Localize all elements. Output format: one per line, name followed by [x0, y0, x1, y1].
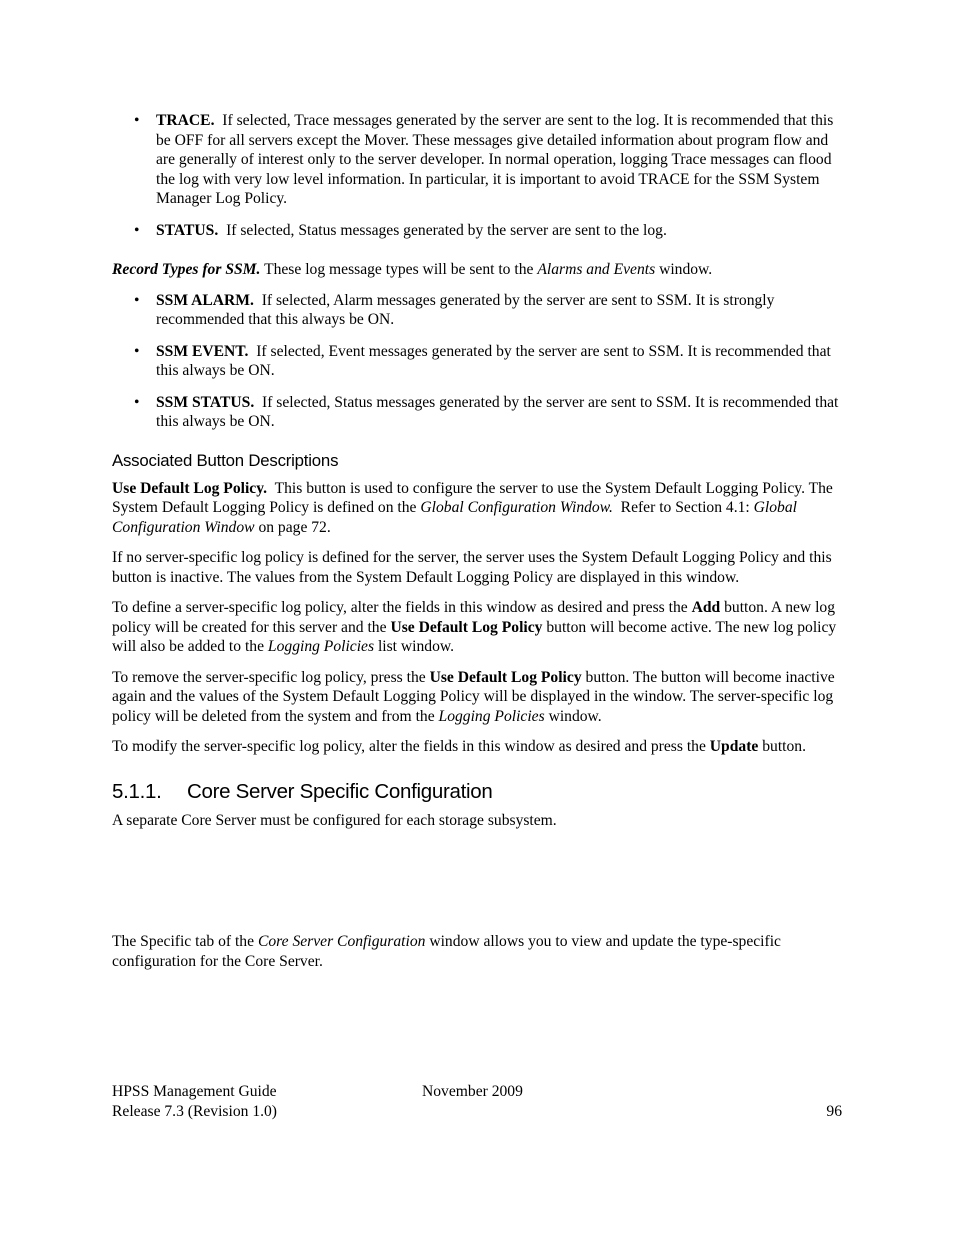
section-title: Core Server Specific Configuration — [187, 779, 493, 803]
description-status: If selected, Status messages generated by the server are sent to the log. — [226, 221, 667, 239]
section-number: 5.1.1. — [112, 779, 162, 803]
blank-space — [112, 841, 844, 932]
term-record-types-ssm: Record Types for SSM. — [112, 261, 261, 278]
term-ssm-event: SSM EVENT. — [156, 342, 249, 360]
ssm-record-types-list — [112, 291, 844, 432]
section-heading — [112, 780, 844, 804]
paragraph-remove-policy: To remove the server-specific log policy, press the Use Default Log Policy button. The button will become inactive again and the values of the System Default Logging Policy will be displayed in the window. The server-specific log policy will be deleted from the system and from the Logging Policies window. — [112, 668, 835, 725]
associated-buttons-heading: Associated Button Descriptions — [112, 450, 339, 470]
paragraph-use-default-log-policy: Use Default Log Policy. This button is used to configure the server to use the System Default Logging Policy. The System Default Logging Policy is defined on the Global Configuration Window. Refer to Section 4.1: Global Configuration Window on page 72. — [112, 479, 833, 536]
description-ssm-status: If selected, Status messages generated by the server are sent to SSM. It is recommended that this always be ON. — [156, 393, 839, 430]
bullet-icon: • — [134, 393, 140, 411]
paragraph-define-policy: To define a server-specific log policy, alter the fields in this window as desired and press the Add button. A new log policy will be created for this server and the Use Default Log Policy button will become active. The new log policy will also be added to the Logging Policies list window. — [112, 599, 837, 655]
paragraph-specific-tab: The Specific tab of the Core Server Configuration window allows you to view and update the type-specific configuration for the Core Server. — [112, 933, 781, 970]
term-status: STATUS. — [156, 221, 219, 239]
footer-date: November 2009 — [422, 1083, 523, 1100]
page-footer — [112, 1082, 842, 1122]
footer-page-number: 96 — [826, 1103, 842, 1120]
description-ssm-alarm: If selected, Alarm messages generated by the server are sent to SSM. It is strongly recommended that this always be ON. — [156, 291, 775, 328]
list-item-ssm-status — [112, 393, 844, 432]
term-ssm-status: SSM STATUS. — [156, 393, 255, 411]
paragraph-modify-policy: To modify the server-specific log policy, alter the fields in this window as desired and press the Update button. — [112, 738, 806, 755]
bullet-icon: • — [134, 342, 140, 360]
bullet-icon: • — [134, 291, 140, 309]
footer-release: Release 7.3 (Revision 1.0) — [112, 1103, 277, 1120]
description-ssm-event: If selected, Event messages generated by the server are sent to SSM. It is recommended that this always be ON. — [156, 342, 831, 379]
bullet-icon: • — [134, 112, 140, 129]
list-item-status — [112, 221, 844, 241]
window-name-alarms-events: Alarms and Events — [537, 261, 656, 278]
ssm-record-types-intro: Record Types for SSM. These log message types will be sent to the Alarms and Events window. — [112, 261, 713, 278]
bullet-icon: • — [134, 221, 140, 239]
paragraph-no-server-policy: If no server-specific log policy is defined for the server, the server uses the System Default Logging Policy and this button is inactive. The values from the System Default Logging Policy are displayed in this window. — [112, 549, 832, 586]
log-record-types-list — [112, 111, 844, 240]
list-item-ssm-alarm — [112, 291, 844, 330]
description-trace: If selected, Trace messages generated by the server are sent to the log. It is recommended that this be OFF for all servers except the Mover. These messages give detailed information about program flow and are generally of interest only to the server developer. In normal operation, logging Trace messages can flood the log with very low level information. In particular, it is important to avoid TRACE for the SSM System Manager Log Policy. — [156, 112, 834, 207]
paragraph-separate-core-server: A separate Core Server must be configured for each storage subsystem. — [112, 811, 557, 829]
list-item-ssm-event — [112, 342, 844, 381]
term-use-default-log-policy: Use Default Log Policy. — [112, 479, 268, 497]
document-body — [112, 111, 844, 982]
term-trace: TRACE. — [156, 112, 215, 129]
list-item-trace — [112, 111, 844, 209]
footer-guide-title: HPSS Management Guide — [112, 1083, 277, 1100]
term-ssm-alarm: SSM ALARM. — [156, 291, 254, 309]
